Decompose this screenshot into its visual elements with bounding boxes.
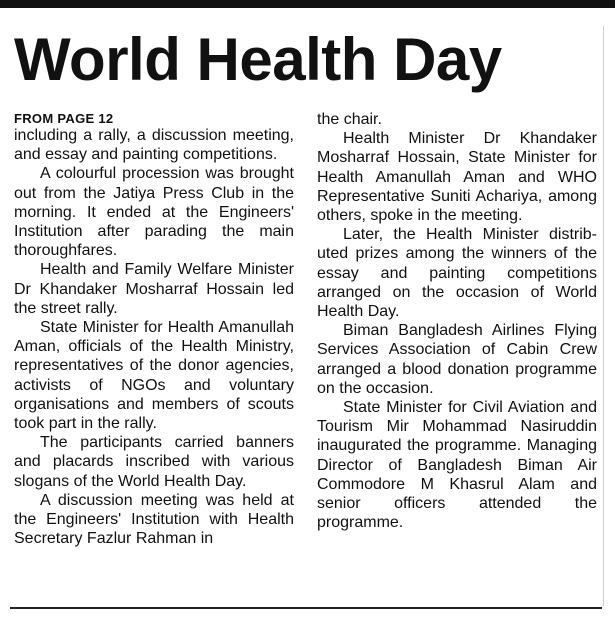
paragraph: Biman Bangladesh Airlines Flying Services Association of Cabin Crew arranged a blood donation programme on the occasion. — [317, 322, 597, 397]
right-column — [317, 110, 597, 532]
paragraph: The participants carried banners and placards inscribed with various slogans of the World Health Day. — [14, 434, 294, 490]
paragraph: State Minister for Civil Aviation and Tourism Mir Mohammad Nasiruddin inaugurated the programme. Managing Director of Bangladesh Biman Air Commodore M Khasrul Alam and senior officers attended the programme. — [317, 399, 597, 532]
paragraph: A colourful procession was brought out from the Jatiya Press Club in the morning. It ended at the Engineers' Institution after parading the main thoroughfares. — [14, 165, 294, 260]
left-column — [14, 110, 294, 548]
paragraph: Later, the Health Minister distributed prizes among the winners of the essay and painting competitions arranged on the occasion of World Health Day. — [317, 226, 597, 321]
paragraph: including a rally, a discussion meeting, and essay and painting competitions. — [14, 127, 294, 164]
bottom-rule — [10, 607, 602, 609]
headline: World Health Day — [14, 26, 502, 93]
paragraph: the chair. — [317, 111, 382, 128]
paragraph: State Minister for Health Amanullah Aman, officials of the Health Ministry, representatives of the donor agencies, activists of NGOs and voluntary organisations and members of scouts took part in the rally. — [14, 319, 294, 433]
top-rule — [0, 0, 615, 8]
paragraph: A discussion meeting was held at the Engineers' Institution with Health Secretary Fazlur Rahman in — [14, 491, 294, 548]
paragraph: Health Minister Dr Khandaker Mosharraf Hossain, State Minister for Health Amanullah Aman and WHO Representative Suniti Achariya, among others, spoke in the meeting. — [317, 130, 597, 225]
page-edge-line — [603, 26, 604, 606]
paragraph: Health and Family Welfare Minister Dr Khandaker Mosharraf Hossain led the street rally. — [14, 261, 294, 317]
continuation-label: FROM PAGE 12 — [14, 111, 114, 126]
